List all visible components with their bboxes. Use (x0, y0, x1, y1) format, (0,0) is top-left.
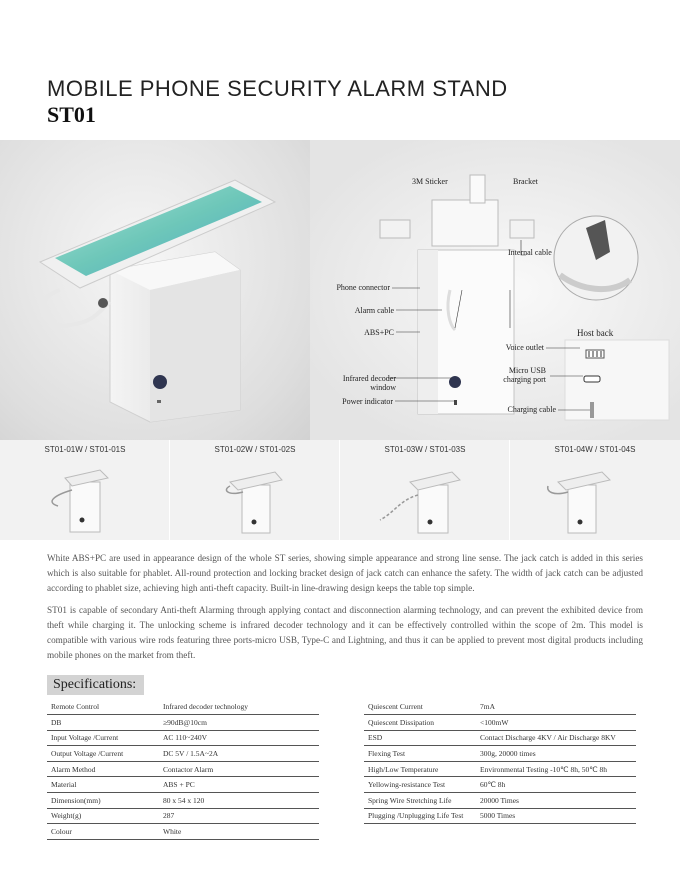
spec-row (47, 793, 319, 809)
spec-value: Infrared decoder technology (159, 699, 319, 715)
specifications-heading: Specifications: (47, 675, 144, 695)
spec-value: 7mA (476, 699, 636, 715)
spec-row (364, 715, 636, 731)
spec-value: 300g, 20000 times (476, 746, 636, 762)
callout-internal-cable: Internal cable (508, 248, 552, 257)
callout-abs-pc: ABS+PC (364, 328, 394, 337)
spec-key: Colour (47, 824, 159, 840)
spec-value: ABS + PC (159, 777, 319, 793)
spec-value: AC 110~240V (159, 730, 319, 746)
spec-row (364, 699, 636, 715)
spec-value: <100mW (476, 715, 636, 731)
callout-host-back: Host back (577, 328, 614, 338)
spec-value: Contactor Alarm (159, 761, 319, 777)
variant-label: ST01-02W / ST01-02S (214, 445, 296, 454)
callout-3m-sticker: 3M Sticker (412, 177, 448, 186)
callout-power-indicator: Power indicator (342, 397, 393, 406)
variant-image (510, 440, 680, 540)
spec-table-right (364, 699, 636, 824)
callout-infrared-decoder: Infrared decoder (342, 374, 396, 383)
spec-key: Yellowing-resistance Test (364, 777, 476, 793)
callout-alarm-cable: Alarm cable (354, 306, 394, 315)
variant-label: ST01-04W / ST01-04S (554, 445, 636, 454)
spec-key: Input Voltage /Current (47, 730, 159, 746)
variant-3 (340, 440, 510, 540)
spec-row (47, 715, 319, 731)
spec-row (364, 746, 636, 762)
spec-row (364, 793, 636, 809)
spec-row (47, 699, 319, 715)
variant-image (0, 440, 170, 540)
spec-key: Plugging /Unplugging Life Test (364, 808, 476, 824)
spec-key: Spring Wire Stretching Life (364, 793, 476, 809)
callout-micro-usb: Micro USB (508, 366, 546, 375)
variant-1 (0, 440, 170, 540)
spec-row (364, 761, 636, 777)
spec-value: White (159, 824, 319, 840)
spec-row (364, 730, 636, 746)
description-paragraph-2: ST01 is capable of secondary Anti-theft Alarming through applying contact and disconnection alarming technology, and can prevent the exhibited device from theft while charging it. The unlocking scheme is infrared decoder technology and it can be effectively controlled within the scope of 2m. This model is compatible with various wire rods featuring three ports-micro USB, Type-C and Lightning, and thus it can be applied to prevent most digital products including mobile phones on the market from theft. (47, 605, 643, 660)
variant-2 (170, 440, 340, 540)
spec-key: Quiescent Current (364, 699, 476, 715)
spec-value: Environmental Testing -10℃ 8h, 50℃ 8h (476, 761, 636, 777)
spec-value: 5000 Times (476, 808, 636, 824)
spec-table-left (47, 699, 319, 840)
spec-row (364, 808, 636, 824)
spec-value: 287 (159, 808, 319, 824)
variant-image (340, 440, 510, 540)
spec-key: Output Voltage /Current (47, 746, 159, 762)
spec-key: Quiescent Dissipation (364, 715, 476, 731)
spec-value: 80 x 54 x 120 (159, 793, 319, 809)
spec-key: Dimension(mm) (47, 793, 159, 809)
page-title: MOBILE PHONE SECURITY ALARM STAND (47, 76, 508, 101)
description-paragraph-1: White ABS+PC are used in appearance design of the whole ST series, showing simple appearance and strong line sense. The jack catch is added in this series which is also suitable for phablet. All-round protection and locking bracket design of jack catch can enhance the safety. The width of jack catch can be adjusted according to phablet size, achieving high anti-theft capacity. Built-in line-drawing design keeps the table top simple. (47, 553, 643, 593)
spec-row (47, 777, 319, 793)
spec-value: 20000 Times (476, 793, 636, 809)
spec-key: Flexing Test (364, 746, 476, 762)
spec-key: Alarm Method (47, 761, 159, 777)
spec-row (47, 761, 319, 777)
spec-value: DC 5V / 1.5A~2A (159, 746, 319, 762)
callout-charging-cable: Charging cable (507, 405, 556, 414)
spec-value: 60℃ 8h (476, 777, 636, 793)
hero-section (0, 140, 680, 440)
callout-infrared-window: window (370, 383, 396, 392)
callout-bracket: Bracket (513, 177, 538, 186)
callout-phone-connector: Phone connector (336, 283, 390, 292)
spec-key: ESD (364, 730, 476, 746)
model-number: ST01 (47, 102, 96, 127)
variants-strip (0, 440, 680, 540)
callout-voice-outlet: Voice outlet (505, 343, 544, 352)
spec-row (47, 730, 319, 746)
spec-row (47, 808, 319, 824)
spec-key: Weight(g) (47, 808, 159, 824)
spec-value: Contact Discharge 4KV / Air Discharge 8KV (476, 730, 636, 746)
variant-label: ST01-03W / ST01-03S (384, 445, 466, 454)
callout-charging-port: charging port (503, 375, 546, 384)
variant-image (170, 440, 340, 540)
spec-key: DB (47, 715, 159, 731)
spec-key: Material (47, 777, 159, 793)
spec-value: ≥90dB@10cm (159, 715, 319, 731)
spec-row (47, 824, 319, 840)
variant-label: ST01-01W / ST01-01S (44, 445, 126, 454)
spec-key: Remote Control (47, 699, 159, 715)
variant-4 (510, 440, 680, 540)
spec-row (364, 777, 636, 793)
spec-row (47, 746, 319, 762)
spec-key: High/Low Temperature (364, 761, 476, 777)
